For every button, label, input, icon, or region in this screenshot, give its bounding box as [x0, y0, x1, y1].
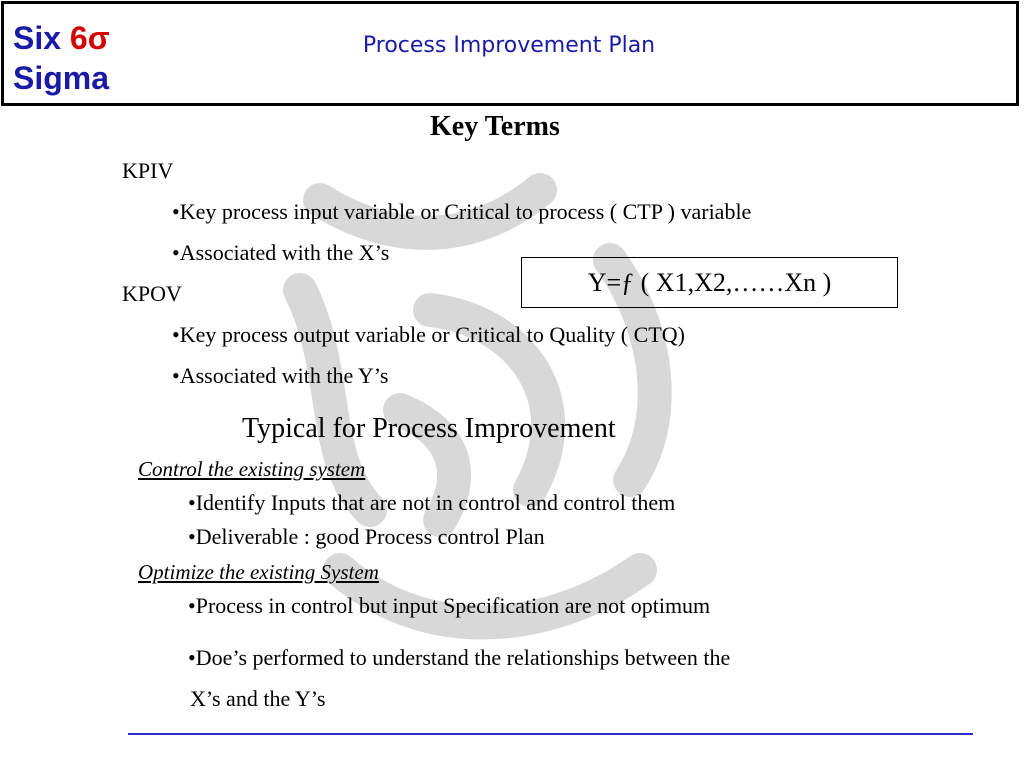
kpiv-bullet: •Associated with the X’s [172, 240, 390, 265]
page-title: Process Improvement Plan [362, 33, 656, 58]
control-subheading: Control the existing system [138, 457, 366, 481]
kpov-label: KPOV [122, 281, 182, 306]
control-bullet: •Identify Inputs that are not in control and control them [188, 490, 676, 515]
six-sigma-logo [13, 18, 110, 98]
logo-sigma-text: Sigma [13, 60, 110, 96]
header-bar [1, 1, 1019, 106]
optimize-subheading: Optimize the existing System [138, 560, 379, 584]
optimize-bullet-continuation: X’s and the Y’s [190, 686, 326, 711]
optimize-bullet: •Process in control but input Specification are not optimum [188, 593, 711, 618]
kpiv-label: KPIV [122, 158, 174, 183]
control-bullet: •Deliverable : good Process control Plan [188, 524, 545, 549]
typical-heading: Typical for Process Improvement [242, 413, 616, 444]
kpov-bullet: •Associated with the Y’s [172, 363, 389, 388]
logo-sigma-symbol: 6σ [69, 20, 110, 56]
optimize-bullet: •Doe’s performed to understand the relationships between the [188, 645, 731, 670]
kpiv-bullet: •Key process input variable or Critical to process ( CTP ) variable [172, 199, 752, 224]
bottom-divider [128, 733, 973, 735]
key-terms-heading: Key Terms [430, 111, 560, 142]
formula-box: Y=ƒ ( X1,X2,……Xn ) [521, 257, 898, 308]
kpov-bullet: •Key process output variable or Critical to Quality ( CTQ) [172, 322, 685, 347]
logo-six-text: Six [13, 20, 62, 56]
